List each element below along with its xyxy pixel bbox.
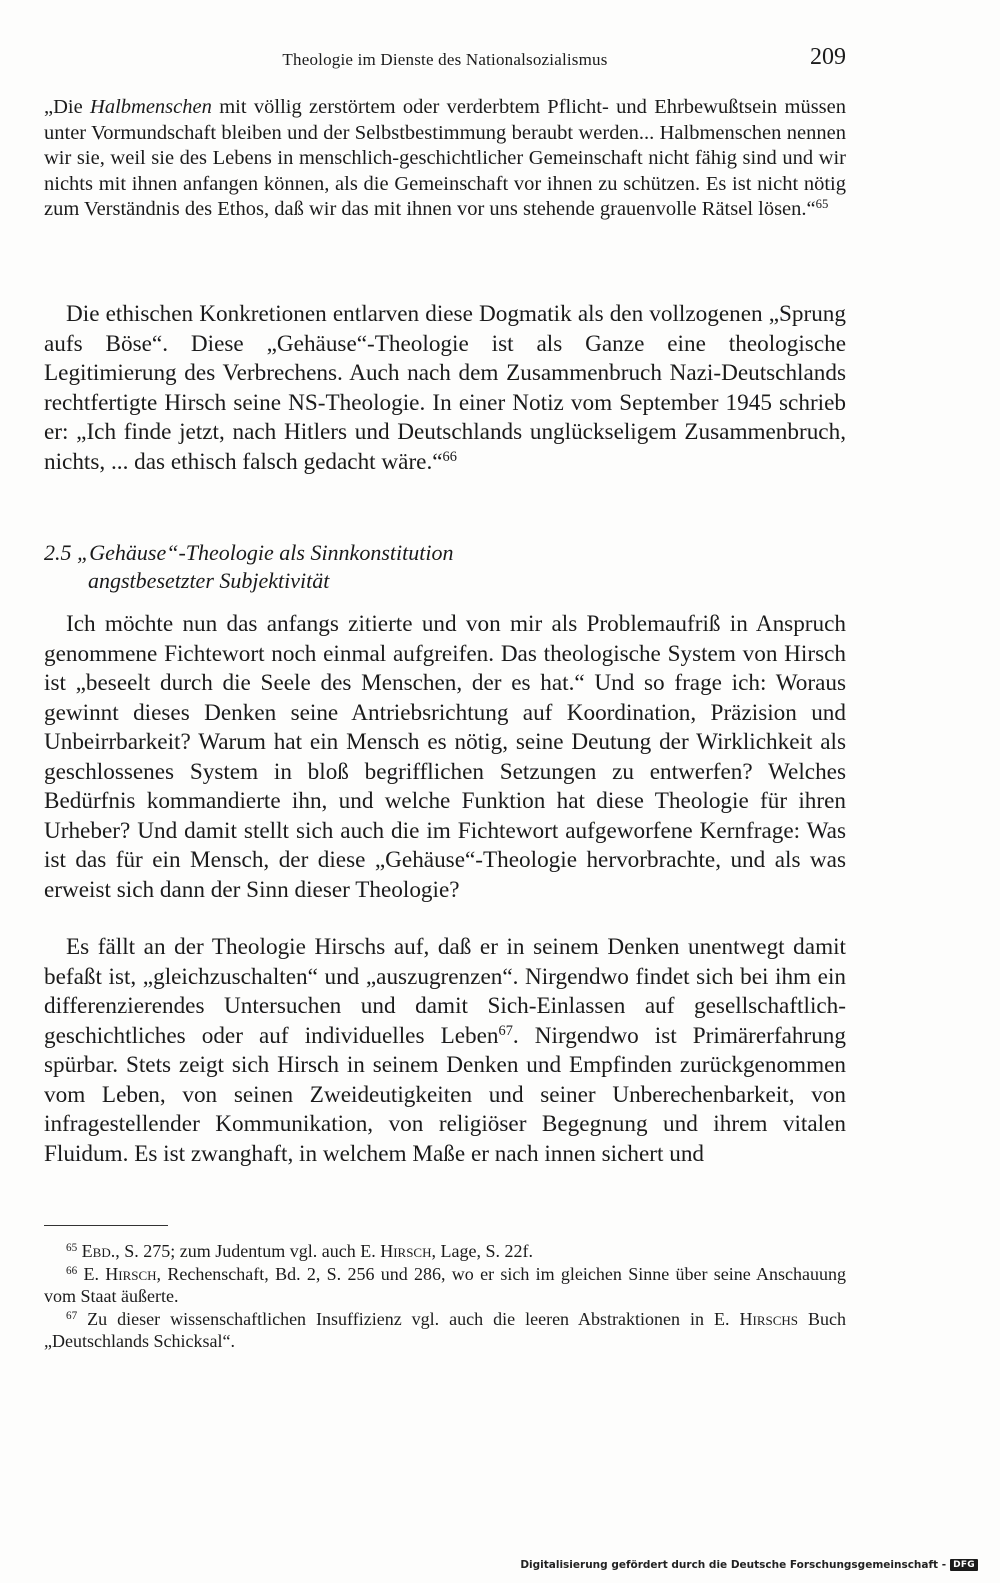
paragraph-2-text: Ich möchte nun das anfangs zitierte und von mir als Problemaufriß in Anspruch genommene Fichtewort noch einmal aufgreifen. Das theologische System von Hirsch ist „beseelt durch die Seele des Menschen, der es hat.“ Und so frage ich: Woraus gewinnt dieses Denken seine Antriebsrichtung auf Koordination, Präzision und Unbeirrbarkeit? Warum hat ein Mensch es nötig, seine Deutung der Wirklichkeit als geschlossenes System in bloß begrifflichen Setzungen zu entwerfen? Welches Bedürfnis kommandierte ihn, und welche Funktion hat diese Theologie für ihren Urheber? Und damit stellt sich auch die im Fichtewort aufgeworfene Kernfrage: Was ist das für ein Mensch, der diese „Gehäuse“-Theologie hervorbrachte, und als was erweist sich dann der Sinn dieser Theologie? — [44, 611, 846, 903]
quote-text-start: „Die — [44, 96, 91, 118]
footnote-text: , Lage, S. 22f. — [431, 1241, 533, 1261]
credit-text: Digitalisierung gefördert durch die Deutsche Forschungsgemeinschaft - — [520, 1559, 947, 1571]
footnote-65 — [44, 1240, 846, 1263]
footnote-66 — [44, 1263, 846, 1308]
footnote-ref-65[interactable]: 65 — [815, 197, 829, 212]
digitization-credit — [520, 1559, 978, 1571]
footnote-67 — [44, 1308, 846, 1353]
footnote-number: 67 — [66, 1309, 78, 1322]
paragraph-3-text-end: . Nirgendwo ist Primärerfahrung spürbar. Stets zeigt sich Hirsch in seinem Denken und Empfinden zurückgenommen vom Leben, von seinen Zweideutigkeiten und seiner Unberechenbarkeit, von infragestellender Kommunikation, von religiöser Begegnung und ihrem vitalen Fluidum. Es ist zwanghaft, in welchem Maße er nach innen sichert und — [44, 1022, 846, 1167]
paragraph-1-text: Die ethischen Konkretionen entlarven diese Dogmatik als den vollzogenen „Sprung aufs Böse“. Diese „Gehäuse“-Theologie ist als Ganze eine theologische Legitimierung des Verbrechens. Auch nach dem Zusammenbruch Nazi-Deutschlands rechtfertigte Hirsch seine NS-Theologie. In einer Notiz vom September 1945 schrieb er: „Ich finde jetzt, nach Hitlers und Deutschlands unglückseligem Zusammenbruch, nichts, ... das ethisch falsch gedacht wäre.“ — [44, 301, 846, 475]
footnote-text: , Rechenschaft, Bd. 2, S. 256 und 286, wo er sich im gleichen Sinne über seine Anschauung vom Staat äußerte. — [44, 1263, 847, 1306]
paragraph-3-text-start: Es fällt an der Theologie Hirschs auf, daß er in seinem Denken unentwegt damit befaßt ist, „gleichzuschalten“ und „auszugrenzen“. Nirgendwo findet sich bei ihm ein differenzierendes Untersuchen und damit Sich-Einlassen auf gesellschaftlich-geschichtliches oder auf individuelles Leben — [44, 934, 846, 1049]
block-quote — [44, 95, 846, 223]
paragraph-1 — [44, 300, 846, 477]
footnote-ref-67[interactable]: 67 — [498, 1022, 513, 1039]
footnote-text: Buch „Deutschlands Schicksal“. — [44, 1308, 847, 1351]
footnote-text: Zu dieser wissenschaftlichen Insuffizienz vgl. auch die leeren Abstraktionen in E. — [87, 1308, 740, 1329]
running-title: Theologie im Dienste des Nationalsozialismus — [282, 50, 608, 69]
dfg-logo: DFG — [950, 1559, 978, 1571]
footnote-text: , S. 275; zum Judentum vgl. auch E. — [115, 1241, 381, 1261]
paragraph-2 — [44, 610, 846, 905]
footnote-divider — [44, 1225, 168, 1226]
footnote-author: Ebd. — [81, 1241, 116, 1261]
footnote-author: Hirschs — [739, 1308, 799, 1329]
section-heading-line-2: angstbesetzter Subjektivität — [88, 568, 330, 593]
quote-text: mit völlig zerstörtem oder verderbtem Pflicht- und Ehrbewußtsein müssen unter Vormundschaft bleiben und der Selbstbestimmung beraubt werden... Halbmenschen nennen wir sie, weil sie des Lebens in menschlich-geschichtlicher Gemeinschaft nicht fähig sind und wir nichts mit ihnen anfangen können, als die Gemeinschaft vor ihnen zu schützen. Es ist nicht nötig zum Verständnis des Ethos, daß wir das mit ihnen vor uns stehende grauenvolle Rätsel lösen.“ — [44, 96, 846, 221]
section-heading — [44, 539, 846, 595]
footnote-number: 66 — [66, 1264, 78, 1277]
footnote-author: Hirsch — [380, 1241, 432, 1261]
quote-emphasis: Halbmenschen — [90, 96, 212, 118]
paragraph-3 — [44, 933, 846, 1169]
running-head — [44, 46, 846, 76]
footnotes — [44, 1240, 846, 1353]
footnote-ref-66[interactable]: 66 — [442, 448, 457, 465]
footnote-number: 65 — [66, 1241, 78, 1254]
footnote-author: Hirsch — [105, 1263, 157, 1284]
section-heading-line-1: 2.5 „Gehäuse“-Theologie als Sinnkonstitution — [44, 540, 454, 565]
footnote-text: E. — [83, 1263, 106, 1284]
page-number: 209 — [810, 44, 846, 70]
